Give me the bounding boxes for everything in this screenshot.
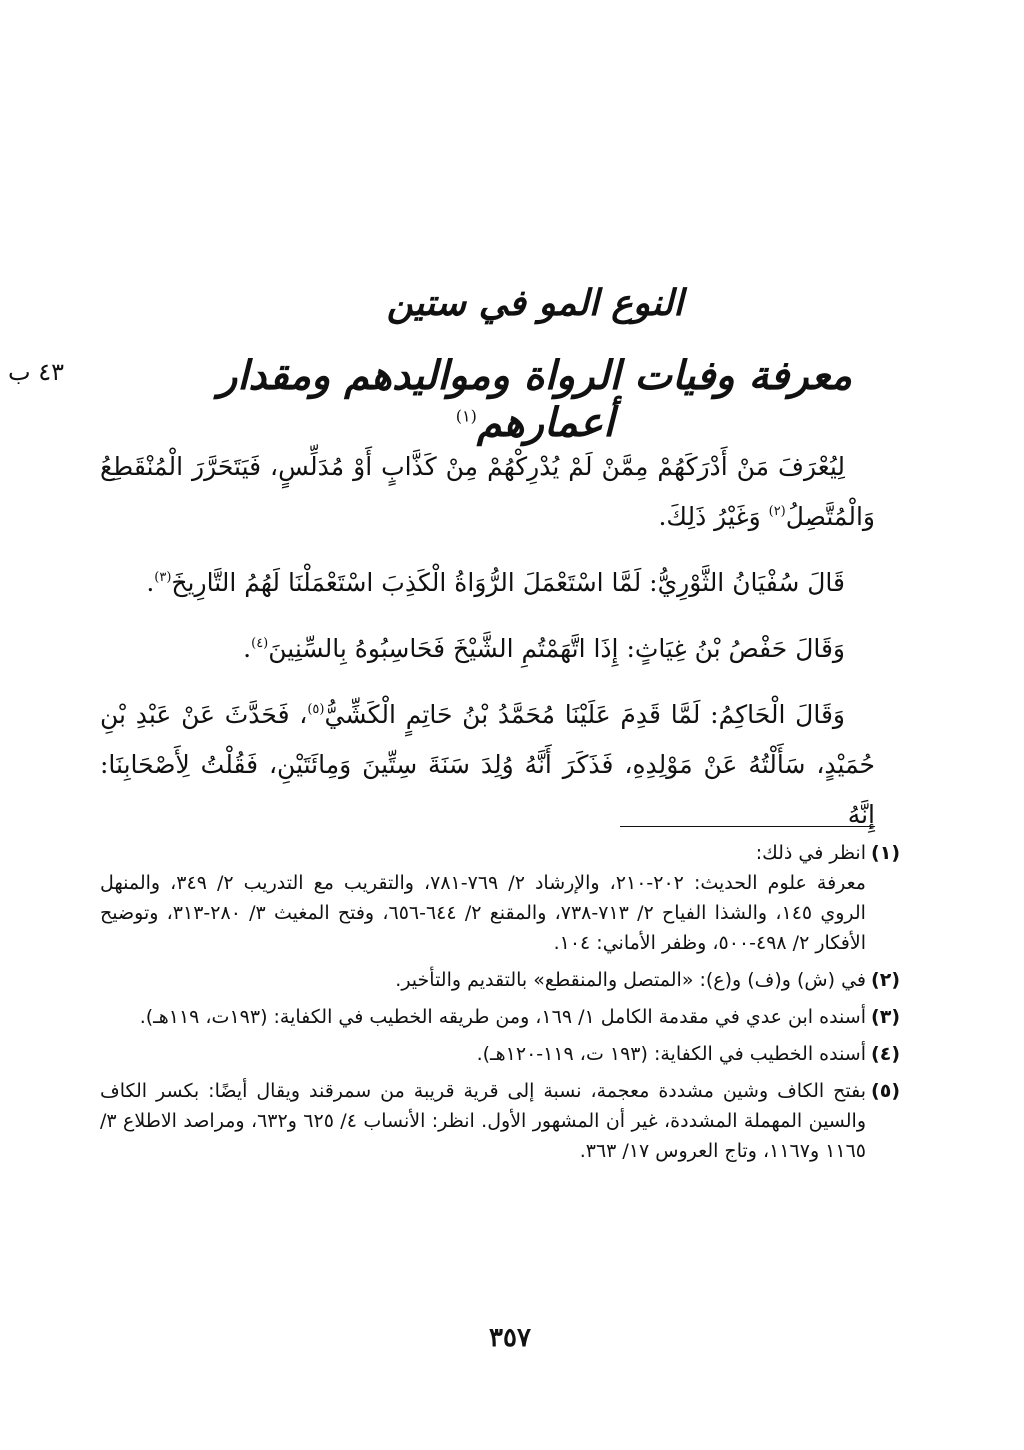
page-number: ٣٥٧ bbox=[489, 1323, 531, 1353]
footnote-number: (٥) bbox=[871, 1080, 900, 1102]
footnote-marker: (٢) bbox=[768, 504, 786, 519]
footnote bbox=[100, 1039, 900, 1069]
section-title bbox=[190, 352, 880, 446]
footnote-text bbox=[100, 1076, 866, 1166]
paragraph-text-tail: . bbox=[146, 568, 155, 597]
footnote-line: بفتح الكاف وشين مشددة معجمة، نسبة إلى قرية قريبة من سمرقند ويقال أيضًا: بكسر الكاف والسين المهملة المشددة، غير أن المشهور الأول. انظر: الأنساب ٤/ ٦٢٥ و٦٣٢، ومراصد الاطلاع ٣/ ١١٦٥ و١١٦٧، وتاج العروس ١٧/ ٣٦٣. bbox=[100, 1080, 866, 1162]
footnote-number: (١) bbox=[871, 842, 900, 864]
footnote-number: (٣) bbox=[871, 1006, 900, 1028]
footnote bbox=[100, 1002, 900, 1032]
footnote-line: معرفة علوم الحديث: ٢٠٢-٢١٠، والإرشاد ٢/ ٧٦٩-٧٨١، والتقريب مع التدريب ٢/ ٣٤٩، والمنهل الروي ١٤٥، والشذا الفياح ٢/ ٧١٣-٧٣٨، والمقنع ٢/ ٦٤٤-٦٥٦، وفتح المغيث ٣/ ٢٨٠-٣١٣، وتوضيح الأفكار ٢/ ٤٩٨-٥٠٠، وظفر الأماني: ١٠٤. bbox=[100, 872, 866, 954]
main-text bbox=[100, 442, 875, 856]
footnote-number: (٤) bbox=[871, 1043, 900, 1065]
footnote bbox=[100, 838, 900, 958]
footnote-line: أسنده ابن عدي في مقدمة الكامل ١/ ١٦٩، ومن طريقه الخطيب في الكفاية: (١٩٣ت، ١١٩هـ). bbox=[139, 1006, 866, 1028]
paragraph-text: قَالَ سُفْيَانُ الثَّوْرِيُّ: لَمَّا اسْتَعْمَلَ الرُّوَاةُ الْكَذِبَ اسْتَعْمَلْنَا لَهُمُ التَّارِيخَ bbox=[171, 568, 845, 597]
paragraph bbox=[100, 558, 875, 608]
manuscript-folio-note: ٤٣ ب bbox=[8, 358, 65, 386]
paragraph-text-tail: . bbox=[243, 634, 252, 663]
footnote-text bbox=[100, 965, 866, 995]
paragraph-text: لِيُعْرَفَ مَنْ أَدْرَكَهُمْ مِمَّنْ لَمْ يُدْرِكْهُمْ مِنْ كَذَّابٍ أَوْ مُدَلِّسٍ، فَيَتَحَرَّرَ الْمُنْقَطِعُ وَالْمُتَّصِلُ bbox=[100, 452, 875, 531]
footnote bbox=[100, 1076, 900, 1166]
footnote-text bbox=[100, 1039, 866, 1069]
paragraph-text-tail: وَغَيْرُ ذَلِكَ. bbox=[658, 502, 769, 531]
footnote bbox=[100, 965, 900, 995]
footnote-text bbox=[100, 838, 866, 958]
footnote-separator bbox=[620, 826, 875, 827]
section-title-text: معرفة وفيات الرواة ومواليدهم ومقدار أعمارهم bbox=[217, 352, 853, 446]
footnotes bbox=[100, 838, 900, 1173]
paragraph-text: وَقَالَ حَفْصُ بْنُ غِيَاثٍ: إِذَا اتَّهَمْتُمِ الشَّيْخَ فَحَاسِبُوهُ بِالسِّنِينَ bbox=[268, 634, 845, 663]
footnote-marker: (٥) bbox=[307, 702, 325, 717]
footnote-marker: (٣) bbox=[154, 570, 172, 585]
paragraph-text: وَقَالَ الْحَاكِمُ: لَمَّا قَدِمَ عَلَيْنَا مُحَمَّدُ بْنُ حَاتِمٍ الْكَشِّيُّ bbox=[324, 700, 845, 729]
chapter-title: النوع المو في ستين bbox=[386, 282, 684, 324]
footnote-marker: (١) bbox=[455, 406, 477, 426]
paragraph bbox=[100, 442, 875, 542]
paragraph-text-tail: ، فَحَدَّثَ عَنْ عَبْدِ بْنِ حُمَيْدٍ، سَأَلْتُهُ عَنْ مَوْلِدِهِ، فَذَكَرَ أَنَّهُ وُلِدَ سَنَةَ سِتِّينَ وَمِائَتَيْنِ، فَقُلْتُ لِأَصْحَابِنَا: إِنَّهُ bbox=[100, 700, 875, 829]
footnote-number: (٢) bbox=[871, 969, 900, 991]
footnote-marker: (٤) bbox=[251, 636, 269, 651]
footnote-line: انظر في ذلك: bbox=[755, 842, 866, 864]
paragraph bbox=[100, 690, 875, 840]
paragraph bbox=[100, 624, 875, 674]
footnote-line: في (ش) و(ف) و(ع): «المتصل والمنقطع» بالتقديم والتأخير. bbox=[395, 969, 866, 991]
footnote-text bbox=[100, 1002, 866, 1032]
footnote-line: أسنده الخطيب في الكفاية: (١٩٣ ت، ١١٩-١٢٠هـ). bbox=[476, 1043, 866, 1065]
